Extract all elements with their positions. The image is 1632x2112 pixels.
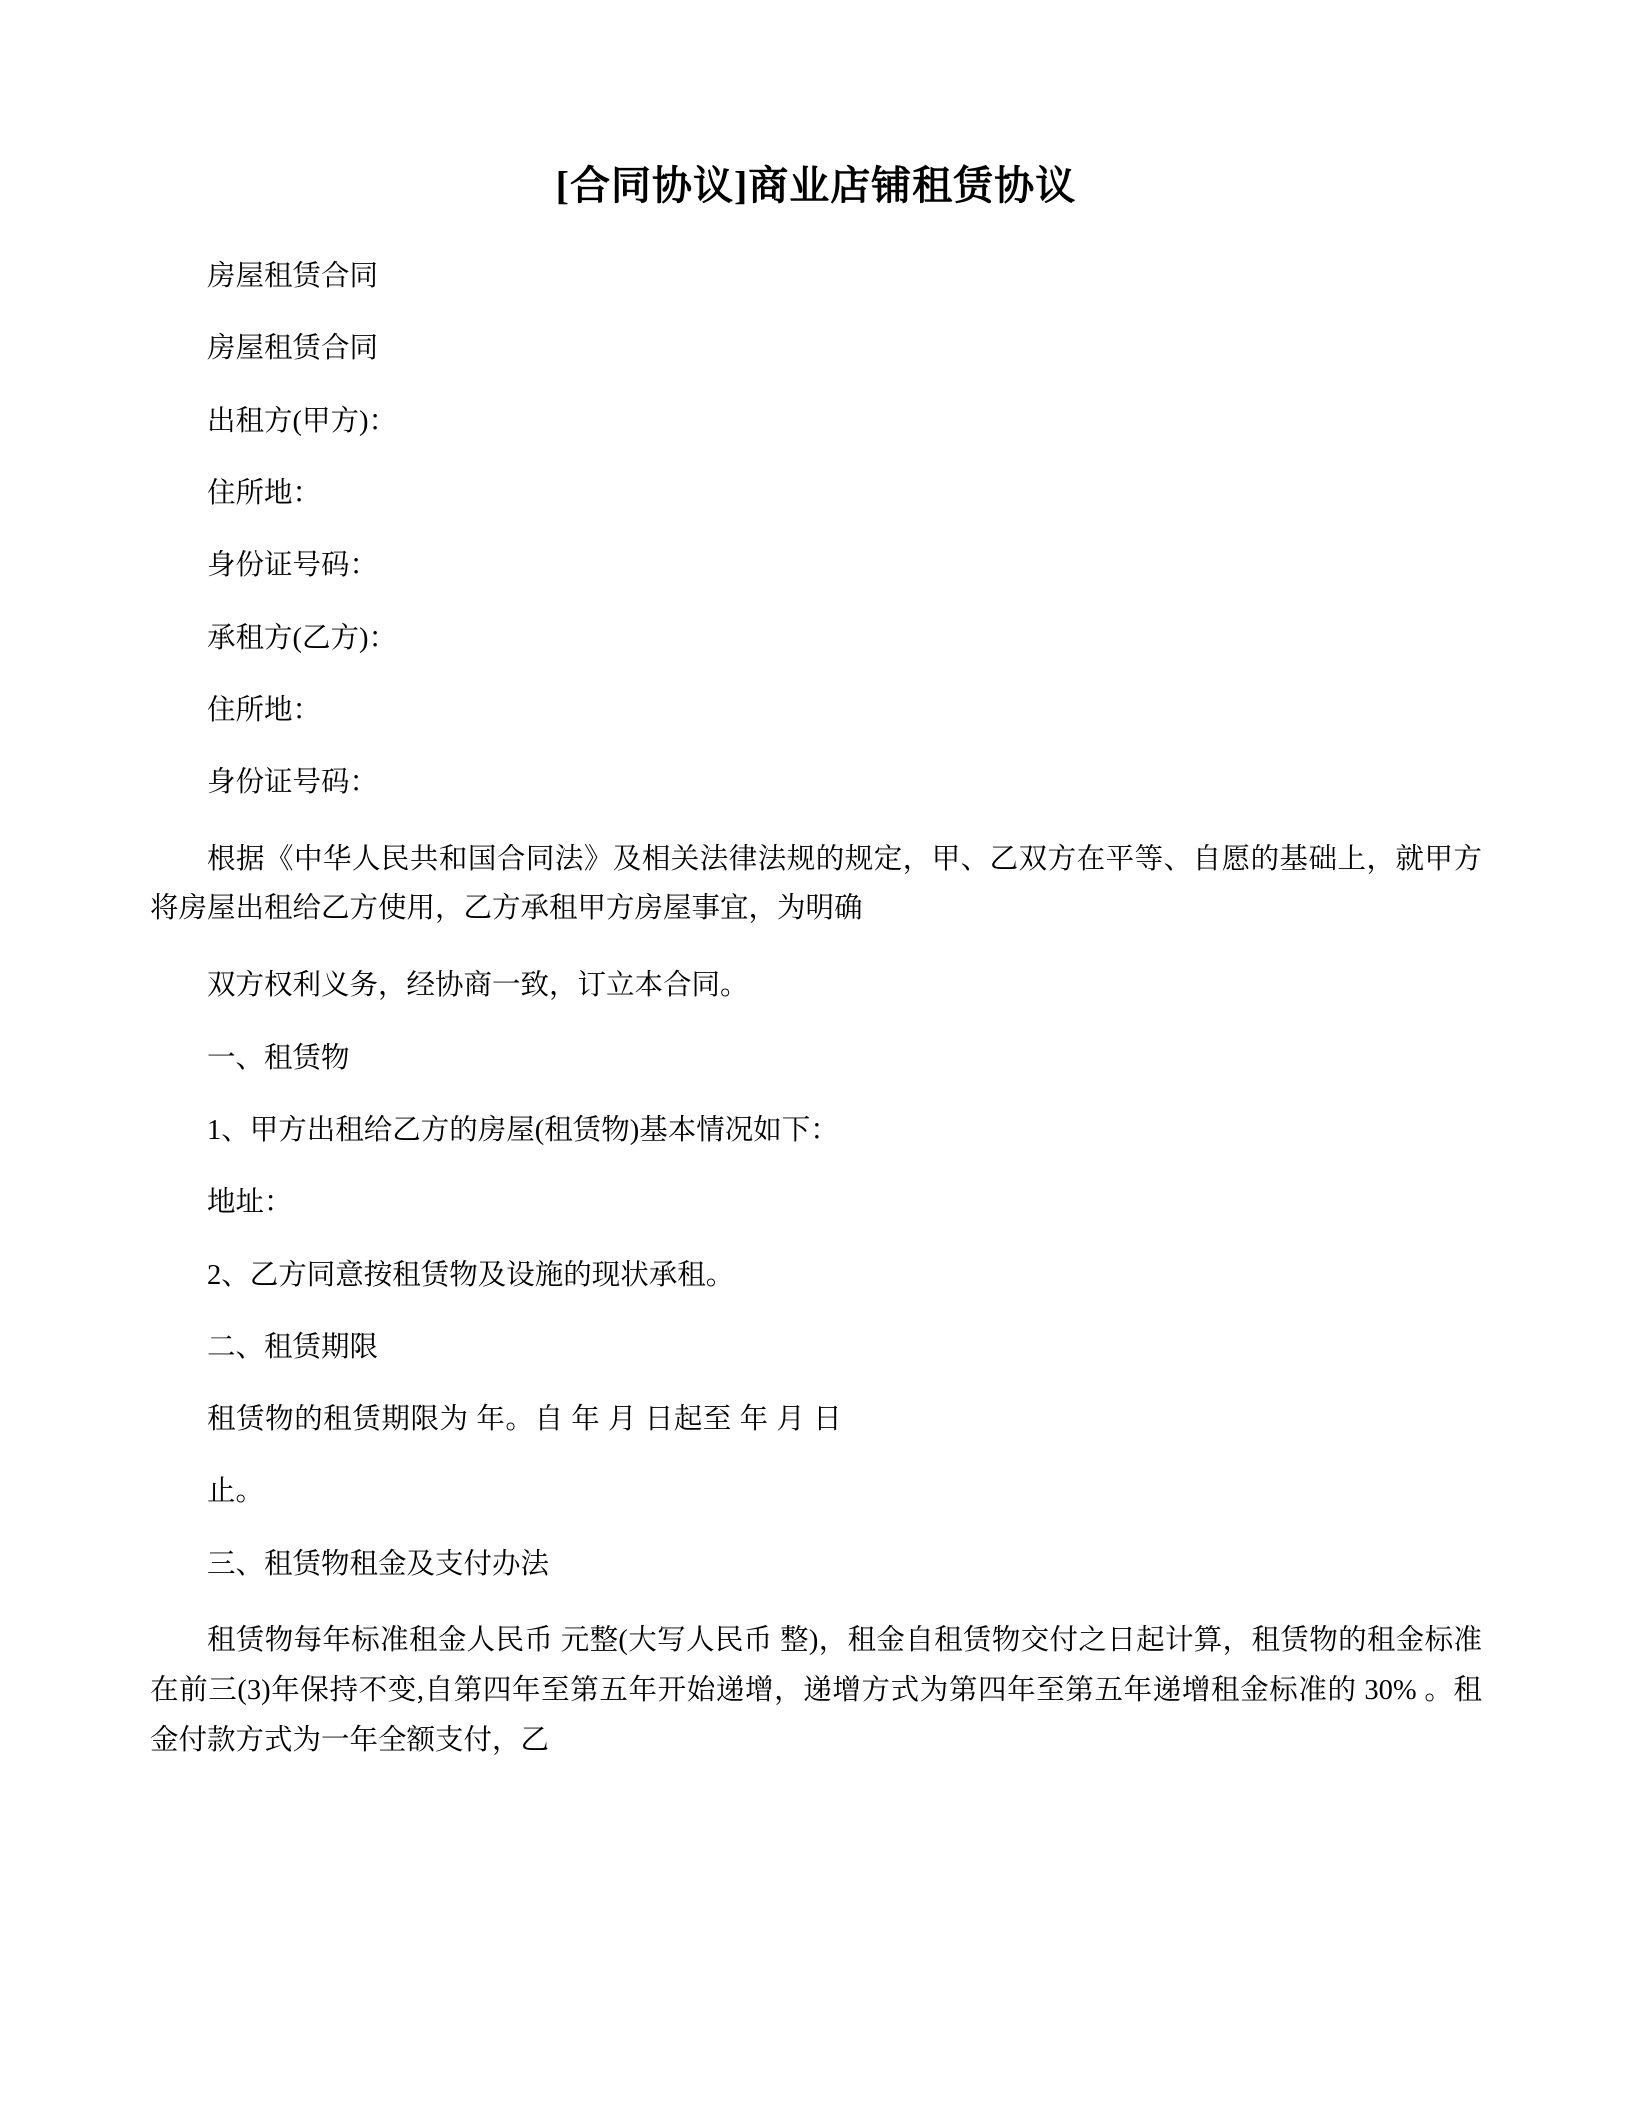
- paragraph: 住所地：: [207, 694, 322, 726]
- paragraph: 房屋租赁合同: [207, 261, 379, 292]
- paragraph: 承租方(乙方)：: [207, 622, 397, 654]
- section-heading: 三、租赁物租金及支付办法: [207, 1548, 550, 1580]
- document-body: [150, 256, 1482, 1766]
- paragraph: 住所地：: [207, 477, 322, 509]
- paragraph: 出租方(甲方)：: [207, 405, 397, 437]
- paragraph: 止。: [207, 1476, 265, 1508]
- paragraph: 身份证号码：: [207, 767, 379, 799]
- paragraph: 地址：: [207, 1187, 293, 1219]
- paragraph: 身份证号码：: [207, 550, 379, 582]
- paragraph: 1、甲方出租给乙方的房屋(租赁物)基本情况如下：: [207, 1114, 839, 1146]
- paragraph: 租赁物的租赁期限为 年。自 年 月 日起至 年 月 日: [207, 1404, 843, 1436]
- section-heading: 二、租赁期限: [207, 1331, 379, 1363]
- paragraph: 双方权利义务，经协商一致，订立本合同。: [207, 970, 749, 1002]
- paragraph: 租赁物每年标准租金人民币 元整(大写人民币 整)，租金自租赁物交付之日起计算，租赁物的租金标准在前三(3)年保持不变,自第四年至第五年开始递增，递增方式为第四年至第五年递增租金标准的 30% 。租金付款方式为一年全额支付，乙: [150, 1625, 1482, 1756]
- paragraph: 2、乙方同意按租赁物及设施的现状承租。: [207, 1259, 735, 1291]
- paragraph: 根据《中华人民共和国合同法》及相关法律法规的规定，甲、乙双方在平等、自愿的基础上，就甲方将房屋出租给乙方使用，乙方承租甲方房屋事宜，为明确: [150, 843, 1482, 925]
- paragraph: 房屋租赁合同: [207, 333, 379, 365]
- section-heading: 一、租赁物: [207, 1042, 350, 1074]
- page-title: [合同协议]商业店铺租赁协议: [555, 163, 1077, 208]
